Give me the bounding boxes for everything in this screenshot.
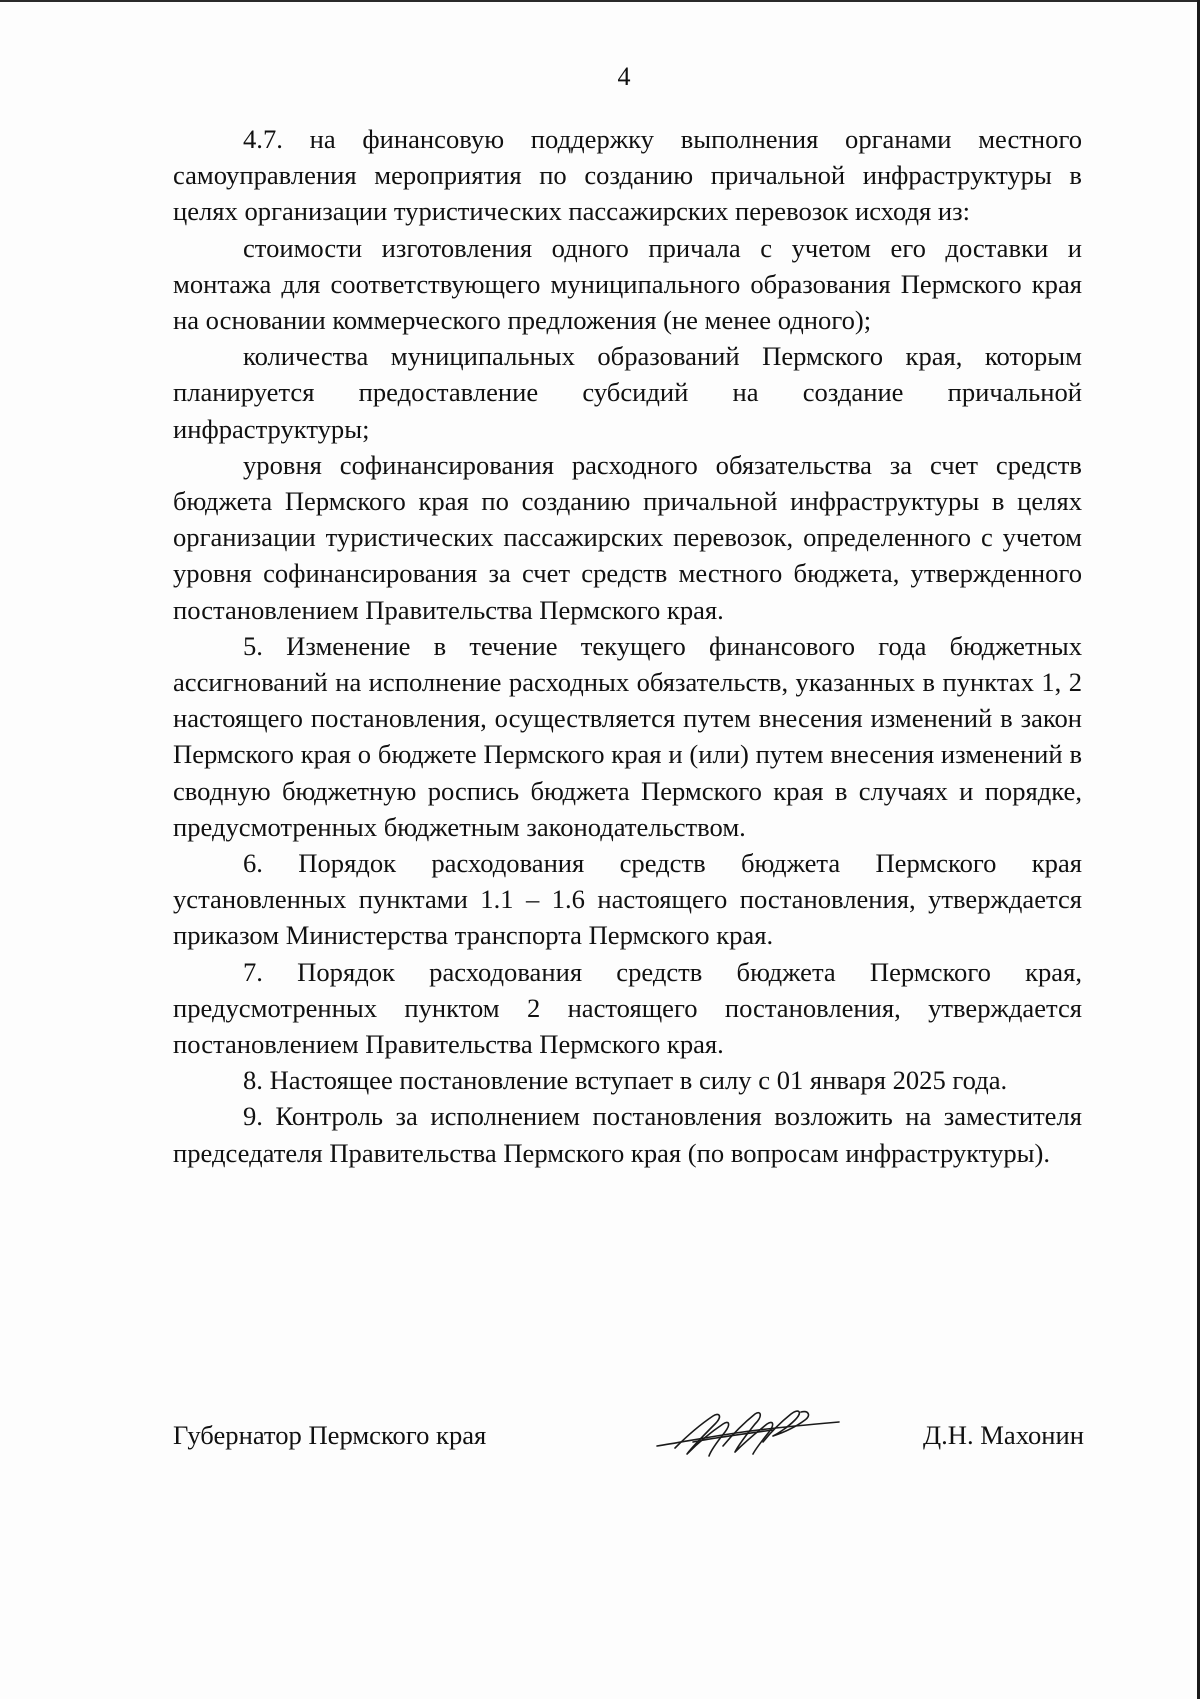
paragraph-4-7: 4.7. на финансовую поддержку выполнения органами местного самоуправления мероприятия по созданию причальной инфраструктуры в целях организации туристических пассажирских перевозок исходя из: [173, 124, 1082, 227]
handwritten-signature [653, 1402, 843, 1462]
paragraph-8: 8. Настоящее постановление вступает в силу с 01 января 2025 года. [243, 1065, 1008, 1096]
page-number: 4 [617, 62, 631, 91]
paragraph-5: 5. Изменение в течение текущего финансового года бюджетных ассигнований на исполнение расходных обязательств, указанных в пунктах 1, 2 настоящего постановления, осуществляется путем внесения изменений в закон Пермского края о бюджете Пермского края и (или) путем внесения изменений в сводную бюджетную роспись бюджета Пермского края в случаях и порядке, предусмотренных бюджетным законодательством. [173, 630, 1082, 842]
paragraph-9: 9. Контроль за исполнением постановления возложить на заместителя председателя Правительства Пермского края (по вопросам инфраструктуры). [173, 1101, 1082, 1168]
paragraph-7: 7. Порядок расходования средств бюджета Пермского края, предусмотренных пунктом 2 настоящего постановления, утверждается постановлением Правительства Пермского края. [173, 956, 1082, 1060]
signatory-name: Д.Н. Махонин [922, 1420, 1084, 1450]
paragraph-cofinancing-level: уровня софинансирования расходного обязательства за счет средств бюджета Пермского края по созданию причальной инфраструктуры в целях организации туристических пассажирских перевозок, определенного с учетом уровня софинансирования за счет средств местного бюджета, утвержденного постановлением Правительства Пермского края. [173, 449, 1082, 625]
document-body [173, 121, 1082, 1171]
signatory-position: Губернатор Пермского края [173, 1420, 487, 1450]
paragraph-cost-of-pier: стоимости изготовления одного причала с учетом его доставки и монтажа для соответствующего муниципального образования Пермского края на основании коммерческого предложения (не менее одного); [173, 232, 1082, 336]
page-edge-top [0, 0, 1200, 2]
paragraph-6: 6. Порядок расходования средств бюджета Пермского края установленных пунктами 1.1 – 1.6 настоящего постановления, утверждается приказом Министерства транспорта Пермского края. [173, 848, 1082, 951]
paragraph-number-of-municipalities: количества муниципальных образований Пермского края, которым планируется предоставление субсидий на создание причальной инфраструктуры; [173, 341, 1082, 444]
signature-block [173, 1410, 1084, 1470]
